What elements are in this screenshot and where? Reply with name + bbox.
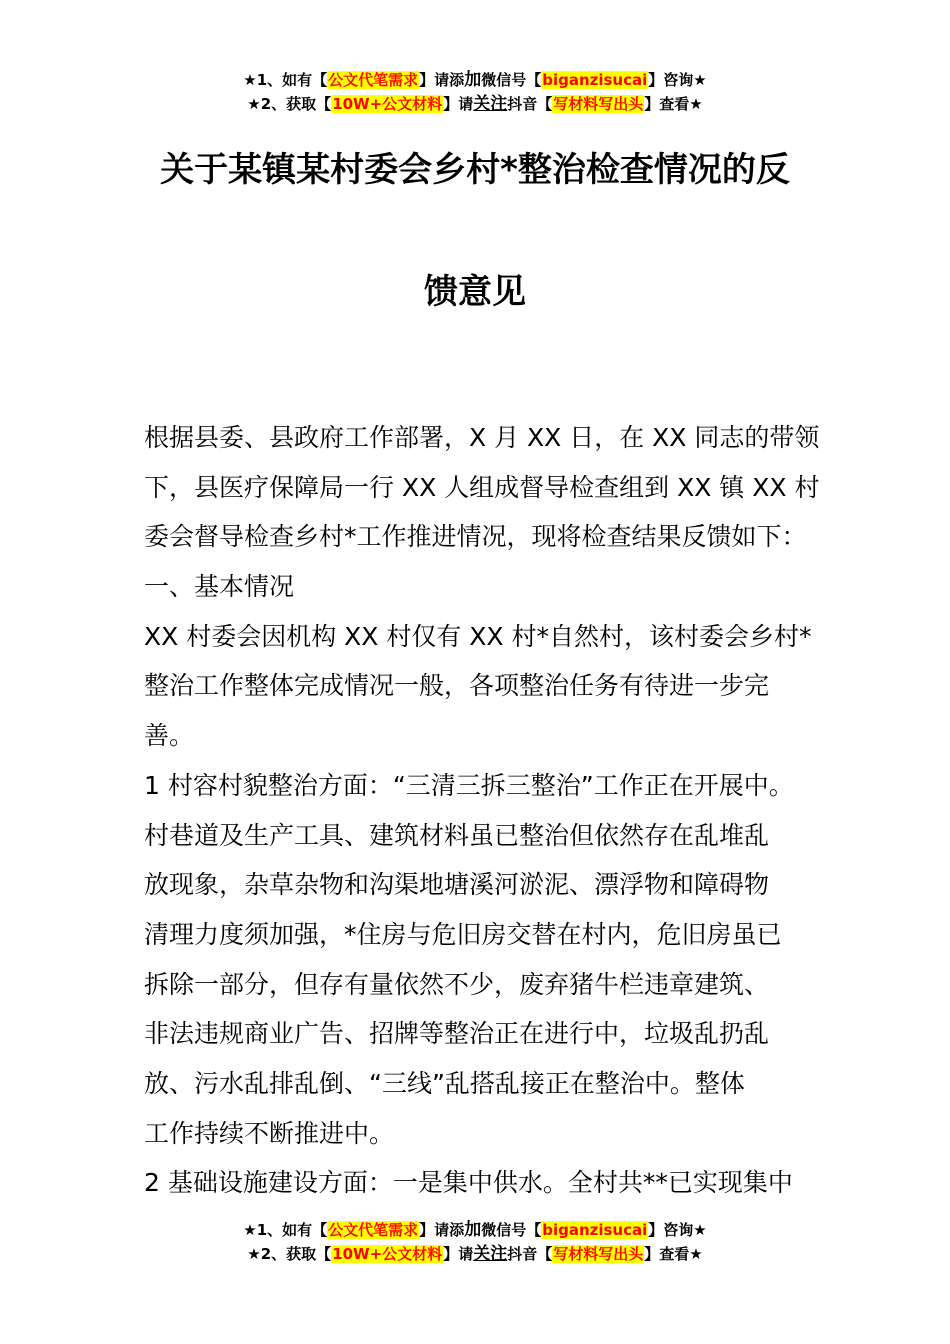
emphasis-text: 加: [464, 1220, 482, 1240]
notice-text: ★2、获取【: [247, 1245, 332, 1263]
notice-line-2: [0, 92, 950, 116]
body-line: 非法违规商业广告、招牌等整治正在进行中，垃圾乱扔乱: [144, 1019, 770, 1049]
emphasis-text: 关注: [473, 94, 508, 114]
highlight-service: 公文代笔需求: [328, 71, 419, 89]
body-line: 拆除一部分，但存有量依然不少，废弃猪牛栏违章建筑、: [144, 969, 770, 999]
notice-text: 微信号【: [481, 1221, 542, 1239]
highlight-materials: 10W+公文材料: [332, 95, 443, 113]
document-body: [144, 413, 820, 1208]
emphasis-text: 关注: [473, 1244, 508, 1264]
notice-text: 抖音【: [507, 1245, 553, 1263]
highlight-wechat-id: biganzisucai: [542, 71, 648, 89]
highlight-wechat-id: biganzisucai: [542, 1221, 648, 1239]
notice-text: 】咨询★: [648, 71, 707, 89]
highlight-douyin: 写材料写出头: [553, 95, 644, 113]
body-line: 村巷道及生产工具、建筑材料虽已整治但依然存在乱堆乱: [144, 820, 770, 850]
footer-notice: [0, 1218, 950, 1266]
notice-text: 】请添: [419, 1221, 465, 1239]
body-line: 善。: [144, 721, 195, 751]
notice-text: ★2、获取【: [247, 95, 332, 113]
body-line: 放现象，杂草杂物和沟渠地塘溪河淤泥、漂浮物和障碍物: [144, 870, 770, 900]
emphasis-text: 加: [464, 70, 482, 90]
notice-text: 抖音【: [507, 95, 553, 113]
body-line: 1 村容村貌整治方面：“三清三拆三整治”工作正在开展中。: [144, 770, 794, 800]
body-line: XX 村委会因机构 XX 村仅有 XX 村*自然村，该村委会乡村*: [144, 621, 812, 651]
highlight-service: 公文代笔需求: [328, 1221, 419, 1239]
notice-line-1: [0, 68, 950, 92]
notice-text: 】查看★: [644, 95, 703, 113]
notice-text: 】咨询★: [648, 1221, 707, 1239]
notice-text: 】请: [443, 95, 474, 113]
body-line: 下，县医疗保障局一行 XX 人组成督导检查组到 XX 镇 XX 村: [144, 472, 820, 502]
highlight-douyin: 写材料写出头: [553, 1245, 644, 1263]
notice-text: 】请添: [419, 71, 465, 89]
document-title-line-1: 关于某镇某村委会乡村*整治检查情况的反: [160, 150, 790, 190]
notice-text: ★1、如有【: [243, 71, 328, 89]
body-line: 整治工作整体完成情况一般，各项整治任务有待进一步完: [144, 671, 770, 701]
notice-text: ★1、如有【: [243, 1221, 328, 1239]
body-line: 放、污水乱排乱倒、“三线”乱搭乱接正在整治中。整体: [144, 1068, 745, 1098]
notice-text: 】查看★: [644, 1245, 703, 1263]
body-line: 清理力度须加强，*住房与危旧房交替在村内，危旧房虽已: [144, 919, 782, 949]
notice-text: 】请: [443, 1245, 474, 1263]
body-line: 工作持续不断推进中。: [144, 1118, 395, 1148]
body-line: 委会督导检查乡村*工作推进情况，现将检查结果反馈如下：: [144, 522, 807, 552]
notice-line-2: [0, 1242, 950, 1266]
document-title-line-2: 馈意见: [424, 272, 526, 312]
body-line: 根据县委、县政府工作部署，X 月 XX 日，在 XX 同志的带领: [144, 423, 820, 452]
highlight-materials: 10W+公文材料: [332, 1245, 443, 1263]
header-notice: [0, 68, 950, 116]
section-heading: 一、基本情况: [144, 572, 295, 602]
notice-text: 微信号【: [481, 71, 542, 89]
notice-line-1: [0, 1218, 950, 1242]
body-line: 2 基础设施建设方面：一是集中供水。全村共**已实现集中: [144, 1168, 793, 1198]
